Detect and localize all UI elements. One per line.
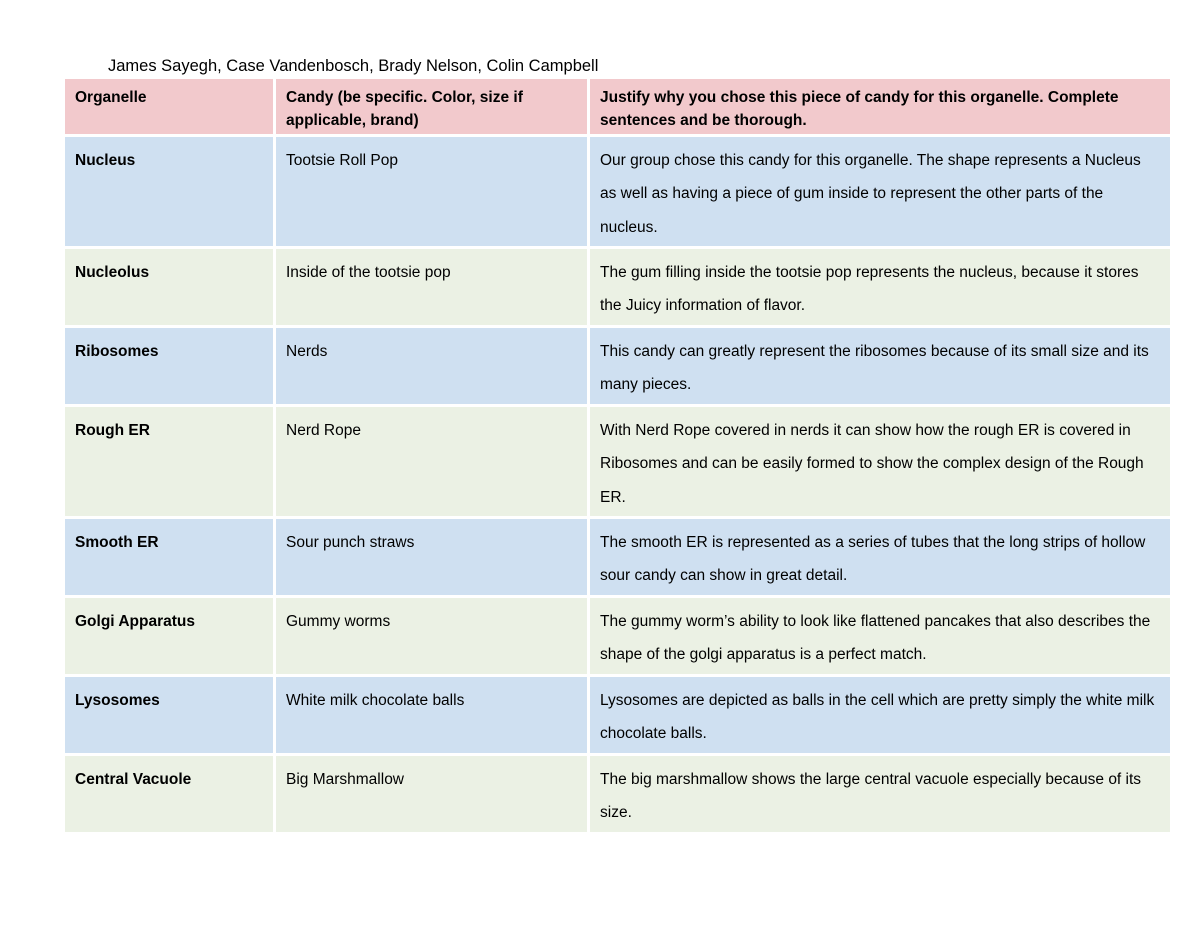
candy-cell: Inside of the tootsie pop	[276, 249, 587, 325]
table-row	[65, 137, 1170, 246]
justification-cell: Our group chose this candy for this organelle. The shape represents a Nucleus as well as having a piece of gum inside to represent the other parts of the nucleus.	[590, 137, 1170, 246]
organelle-cell: Nucleus	[65, 137, 273, 246]
table-row	[65, 756, 1170, 832]
table-row	[65, 598, 1170, 674]
organelle-candy-table	[65, 79, 1170, 835]
candy-cell: Gummy worms	[276, 598, 587, 674]
organelle-cell: Nucleolus	[65, 249, 273, 325]
header-organelle: Organelle	[65, 79, 273, 134]
table-header-row	[65, 79, 1170, 134]
candy-cell: Nerd Rope	[276, 407, 587, 516]
justification-cell: The gum filling inside the tootsie pop represents the nucleus, because it stores the Juicy information of flavor.	[590, 249, 1170, 325]
candy-cell: Nerds	[276, 328, 587, 404]
authors-line: James Sayegh, Case Vandenbosch, Brady Nelson, Colin Campbell	[108, 57, 599, 75]
justification-cell: The gummy worm’s ability to look like flattened pancakes that also describes the shape of the golgi apparatus is a perfect match.	[590, 598, 1170, 674]
candy-cell: White milk chocolate balls	[276, 677, 587, 753]
justification-cell: The smooth ER is represented as a series of tubes that the long strips of hollow sour candy can show in great detail.	[590, 519, 1170, 595]
justification-cell: Lysosomes are depicted as balls in the cell which are pretty simply the white milk chocolate balls.	[590, 677, 1170, 753]
table-row	[65, 407, 1170, 516]
organelle-cell: Smooth ER	[65, 519, 273, 595]
table-row	[65, 249, 1170, 325]
table-row	[65, 677, 1170, 753]
justification-cell: This candy can greatly represent the ribosomes because of its small size and its many pieces.	[590, 328, 1170, 404]
header-justification: Justify why you chose this piece of candy for this organelle. Complete sentences and be thorough.	[590, 79, 1170, 134]
justification-cell: The big marshmallow shows the large central vacuole especially because of its size.	[590, 756, 1170, 832]
candy-cell: Big Marshmallow	[276, 756, 587, 832]
organelle-cell: Rough ER	[65, 407, 273, 516]
organelle-cell: Ribosomes	[65, 328, 273, 404]
candy-cell: Tootsie Roll Pop	[276, 137, 587, 246]
organelle-cell: Golgi Apparatus	[65, 598, 273, 674]
organelle-cell: Central Vacuole	[65, 756, 273, 832]
organelle-cell: Lysosomes	[65, 677, 273, 753]
header-candy: Candy (be specific. Color, size if applicable, brand)	[276, 79, 587, 134]
table-row	[65, 328, 1170, 404]
table-row	[65, 519, 1170, 595]
justification-cell: With Nerd Rope covered in nerds it can show how the rough ER is covered in Ribosomes and can be easily formed to show the complex design of the Rough ER.	[590, 407, 1170, 516]
candy-cell: Sour punch straws	[276, 519, 587, 595]
